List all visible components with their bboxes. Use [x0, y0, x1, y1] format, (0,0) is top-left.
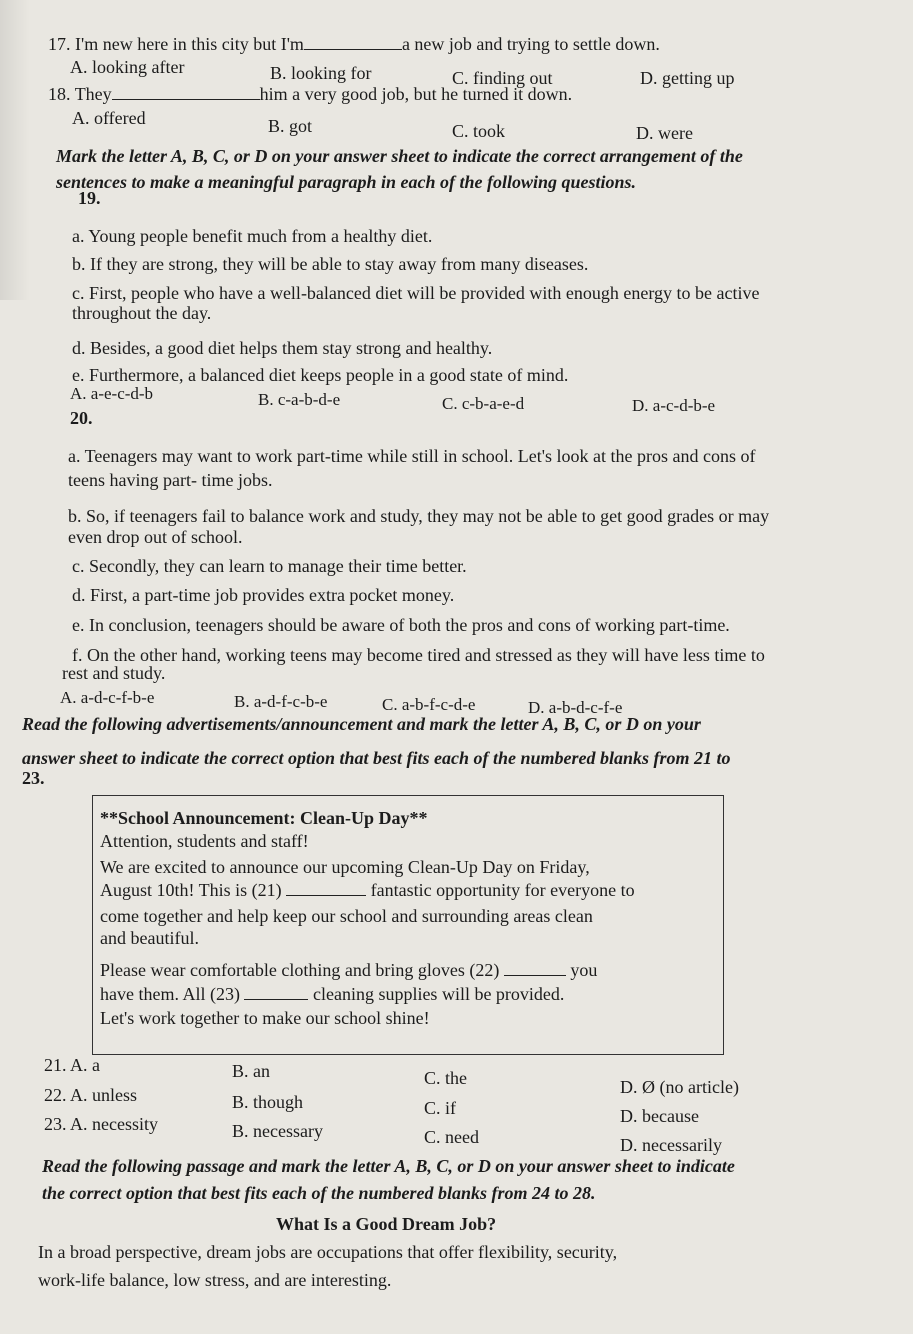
q18-stem-a: They [74, 84, 112, 104]
q23-option-d[interactable]: D. necessarily [620, 1135, 722, 1155]
passage-line2: work-life balance, low stress, and are interesting. [38, 1270, 392, 1290]
instruction-announcement-line1: Read the following advertisements/announcement and mark the letter A, B, C, or D on your [22, 714, 701, 734]
q18-stem-b: him a very good job, but he turned it down. [259, 84, 573, 104]
announcement-line5: and beautiful. [100, 928, 199, 948]
q18-option-b[interactable]: B. got [268, 116, 313, 136]
q23-option-c[interactable]: C. need [424, 1127, 479, 1147]
q19-option-b[interactable]: B. c-a-b-d-e [258, 390, 341, 409]
q20-sentence-e: e. In conclusion, teenagers should be aware of both the pros and cons of working part-time. [72, 615, 730, 635]
q17-option-b[interactable]: B. looking for [270, 63, 372, 83]
announcement-line6 [100, 960, 597, 980]
instruction-announcement-line2: answer sheet to indicate the correct option that best fits each of the numbered blanks from 21 to [22, 748, 731, 768]
q17-number: 17. [48, 34, 71, 54]
q21-option-a[interactable]: 21. A. a [44, 1055, 100, 1075]
q22-option-d[interactable]: D. because [620, 1106, 699, 1126]
q20-sentence-f-line2: rest and study. [62, 663, 166, 683]
q17-stem [48, 34, 660, 54]
q20-sentence-f-line1: f. On the other hand, working teens may become tired and stressed as they will have less time to [72, 645, 765, 665]
instruction-announcement-line3: 23. [22, 768, 45, 788]
q17-option-d[interactable]: D. getting up [640, 68, 735, 88]
q20-sentence-d: d. First, a part-time job provides extra pocket money. [72, 585, 455, 605]
instruction-passage-line1: Read the following passage and mark the letter A, B, C, or D on your answer sheet to indicate [42, 1156, 735, 1176]
q19-number: 19. [78, 188, 101, 208]
q18-blank[interactable] [112, 85, 260, 100]
q22-option-b[interactable]: B. though [232, 1092, 304, 1112]
q17-option-c[interactable]: C. finding out [452, 68, 553, 88]
announcement-line2: We are excited to announce our upcoming Clean-Up Day on Friday, [100, 857, 590, 877]
q20-option-a[interactable]: A. a-d-c-f-b-e [60, 688, 155, 707]
passage-title: What Is a Good Dream Job? [276, 1214, 497, 1234]
q17-stem-b: a new job and trying to settle down. [401, 34, 660, 54]
q17-option-a[interactable]: A. looking after [70, 57, 185, 77]
q23-option-b[interactable]: B. necessary [232, 1121, 323, 1141]
announcement-line1: Attention, students and staff! [100, 831, 309, 851]
q20-sentence-a-line1: a. Teenagers may want to work part-time while still in school. Let's look at the pros and cons of [68, 446, 756, 466]
q19-sentence-d: d. Besides, a good diet helps them stay strong and healthy. [72, 338, 493, 358]
q23-option-a[interactable]: 23. A. necessity [44, 1114, 158, 1134]
instruction-passage-line2: the correct option that best fits each of the numbered blanks from 24 to 28. [42, 1183, 596, 1203]
q19-option-d[interactable]: D. a-c-d-b-e [632, 396, 716, 415]
q18-option-c[interactable]: C. took [452, 121, 506, 141]
q22-option-c[interactable]: C. if [424, 1098, 457, 1118]
blank-23[interactable] [244, 985, 308, 1000]
q18-option-a[interactable]: A. offered [72, 108, 146, 128]
q21-option-b[interactable]: B. an [232, 1061, 270, 1081]
instruction-arrangement-line2: sentences to make a meaningful paragraph in each of the following questions. [56, 172, 637, 192]
q20-number: 20. [70, 408, 93, 428]
announcement-line6-b: you [570, 960, 598, 980]
q19-sentence-b: b. If they are strong, they will be able to stay away from many diseases. [72, 254, 589, 274]
announcement-line7 [100, 984, 564, 1004]
q19-option-c[interactable]: C. c-b-a-e-d [442, 394, 525, 413]
q19-option-a[interactable]: A. a-e-c-d-b [70, 384, 154, 403]
announcement-title: **School Announcement: Clean-Up Day** [100, 808, 428, 828]
passage-line1: In a broad perspective, dream jobs are occupations that offer flexibility, security, [38, 1242, 618, 1262]
announcement-line3-a: August 10th! This is (21) [100, 880, 282, 900]
announcement-line7-b: cleaning supplies will be provided. [312, 984, 565, 1004]
instruction-arrangement-line1: Mark the letter A, B, C, or D on your answer sheet to indicate the correct arrangement of the [56, 146, 743, 166]
announcement-line4: come together and help keep our school and surrounding areas clean [100, 906, 593, 926]
q19-sentence-e: e. Furthermore, a balanced diet keeps people in a good state of mind. [72, 365, 569, 385]
q20-option-c[interactable]: C. a-b-f-c-d-e [382, 695, 476, 714]
q19-sentence-c-line1: c. First, people who have a well-balanced diet will be provided with enough energy to be active [72, 283, 760, 303]
q20-sentence-b-line2: even drop out of school. [68, 527, 243, 547]
q20-sentence-c: c. Secondly, they can learn to manage their time better. [72, 556, 467, 576]
announcement-line8: Let's work together to make our school shine! [100, 1008, 430, 1028]
blank-22[interactable] [504, 961, 566, 976]
q19-sentence-c-line2: throughout the day. [72, 303, 212, 323]
q17-blank[interactable] [304, 35, 402, 50]
q20-option-b[interactable]: B. a-d-f-c-b-e [234, 692, 328, 711]
q20-sentence-a-line2: teens having part- time jobs. [68, 470, 273, 490]
announcement-line6-a: Please wear comfortable clothing and bring gloves (22) [100, 960, 500, 980]
q20-sentence-b-line1: b. So, if teenagers fail to balance work and study, they may not be able to get good grades or may [68, 506, 770, 526]
q22-option-a[interactable]: 22. A. unless [44, 1085, 138, 1105]
q18-stem [48, 84, 572, 104]
q18-number: 18. [48, 84, 71, 104]
page-edge-shadow [0, 0, 30, 300]
announcement-line3-b: fantastic opportunity for everyone to [370, 880, 635, 900]
q19-sentence-a: a. Young people benefit much from a healthy diet. [72, 226, 433, 246]
announcement-line3 [100, 880, 635, 900]
q21-option-d[interactable]: D. Ø (no article) [620, 1077, 739, 1097]
announcement-line7-a: have them. All (23) [100, 984, 240, 1004]
q20-option-d[interactable]: D. a-b-d-c-f-e [528, 698, 623, 717]
q21-option-c[interactable]: C. the [424, 1068, 467, 1088]
q18-option-d[interactable]: D. were [636, 123, 693, 143]
q17-stem-a: I'm new here in this city but I'm [75, 34, 304, 54]
blank-21[interactable] [286, 881, 366, 896]
